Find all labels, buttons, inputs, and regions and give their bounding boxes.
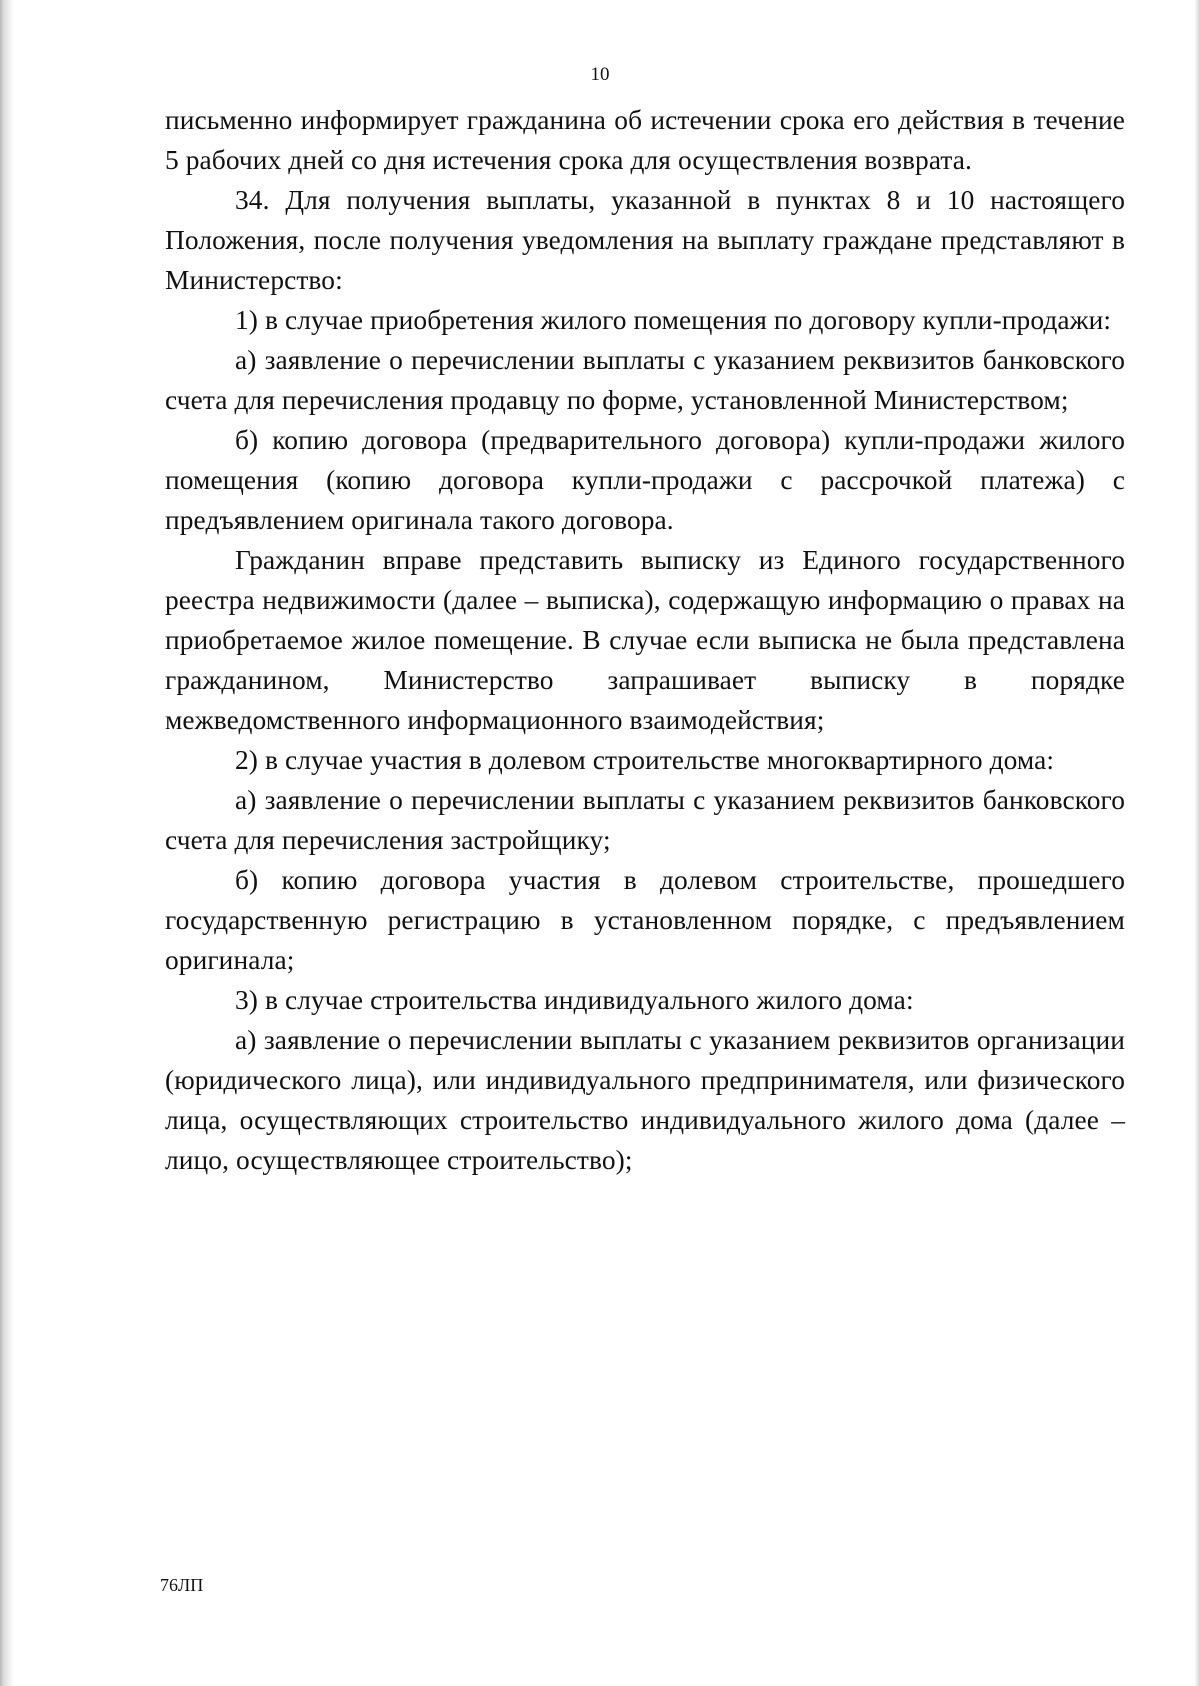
- paragraph-subitem-1b: б) копию договора (предварительного договора) купли-продажи жилого помещения (копию договора купли-продажи с рассрочкой платежа) с предъявлением оригинала такого договора.: [165, 425, 1125, 535]
- scan-shadow-right: [1194, 0, 1200, 1686]
- document-body: [165, 100, 1125, 1180]
- page-number: 10: [590, 64, 610, 85]
- paragraph-subitem-1a: а) заявление о перечислении выплаты с указанием реквизитов банковского счета для перечисления продавцу по форме, установленной Министерством;: [165, 345, 1125, 415]
- paragraph-subitem-3: 3) в случае строительства индивидуального жилого дома:: [235, 985, 914, 1015]
- paragraph-extract-note: Гражданин вправе представить выписку из Единого государственного реестра недвижимости (далее – выписка), содержащую информацию о правах на приобретаемое жилое помещение. В случае если выписка не была представлена гражданином, Министерство запрашивает выписку в порядке межведомственного информационного взаимодействия;: [165, 545, 1125, 735]
- paragraph-subitem-2: 2) в случае участия в долевом строительстве многоквартирного дома:: [235, 745, 1055, 775]
- footer-document-code: 76ЛП: [160, 1575, 204, 1595]
- paragraph-subitem-2b: б) копию договора участия в долевом строительстве, прошедшего государственную регистрацию в установленном порядке, с предъявлением оригинала;: [165, 865, 1125, 975]
- paragraph-item-34: 34. Для получения выплаты, указанной в пунктах 8 и 10 настоящего Положения, после получения уведомления на выплату граждане представляют в Министерство:: [165, 185, 1125, 295]
- paragraph-continuation: письменно информирует гражданина об истечении срока его действия в течение 5 рабочих дней со дня истечения срока для осуществления возврата.: [165, 105, 1125, 175]
- scan-shadow-left: [0, 0, 14, 1686]
- paragraph-subitem-2a: а) заявление о перечислении выплаты с указанием реквизитов банковского счета для перечисления застройщику;: [165, 785, 1125, 855]
- paragraph-subitem-3a: а) заявление о перечислении выплаты с указанием реквизитов организации (юридического лица), или индивидуального предпринимателя, или физического лица, осуществляющих строительство индивидуального жилого дома (далее – лицо, осуществляющее строительство);: [165, 1025, 1125, 1175]
- paragraph-subitem-1: 1) в случае приобретения жилого помещения по договору купли-продажи:: [235, 305, 1112, 335]
